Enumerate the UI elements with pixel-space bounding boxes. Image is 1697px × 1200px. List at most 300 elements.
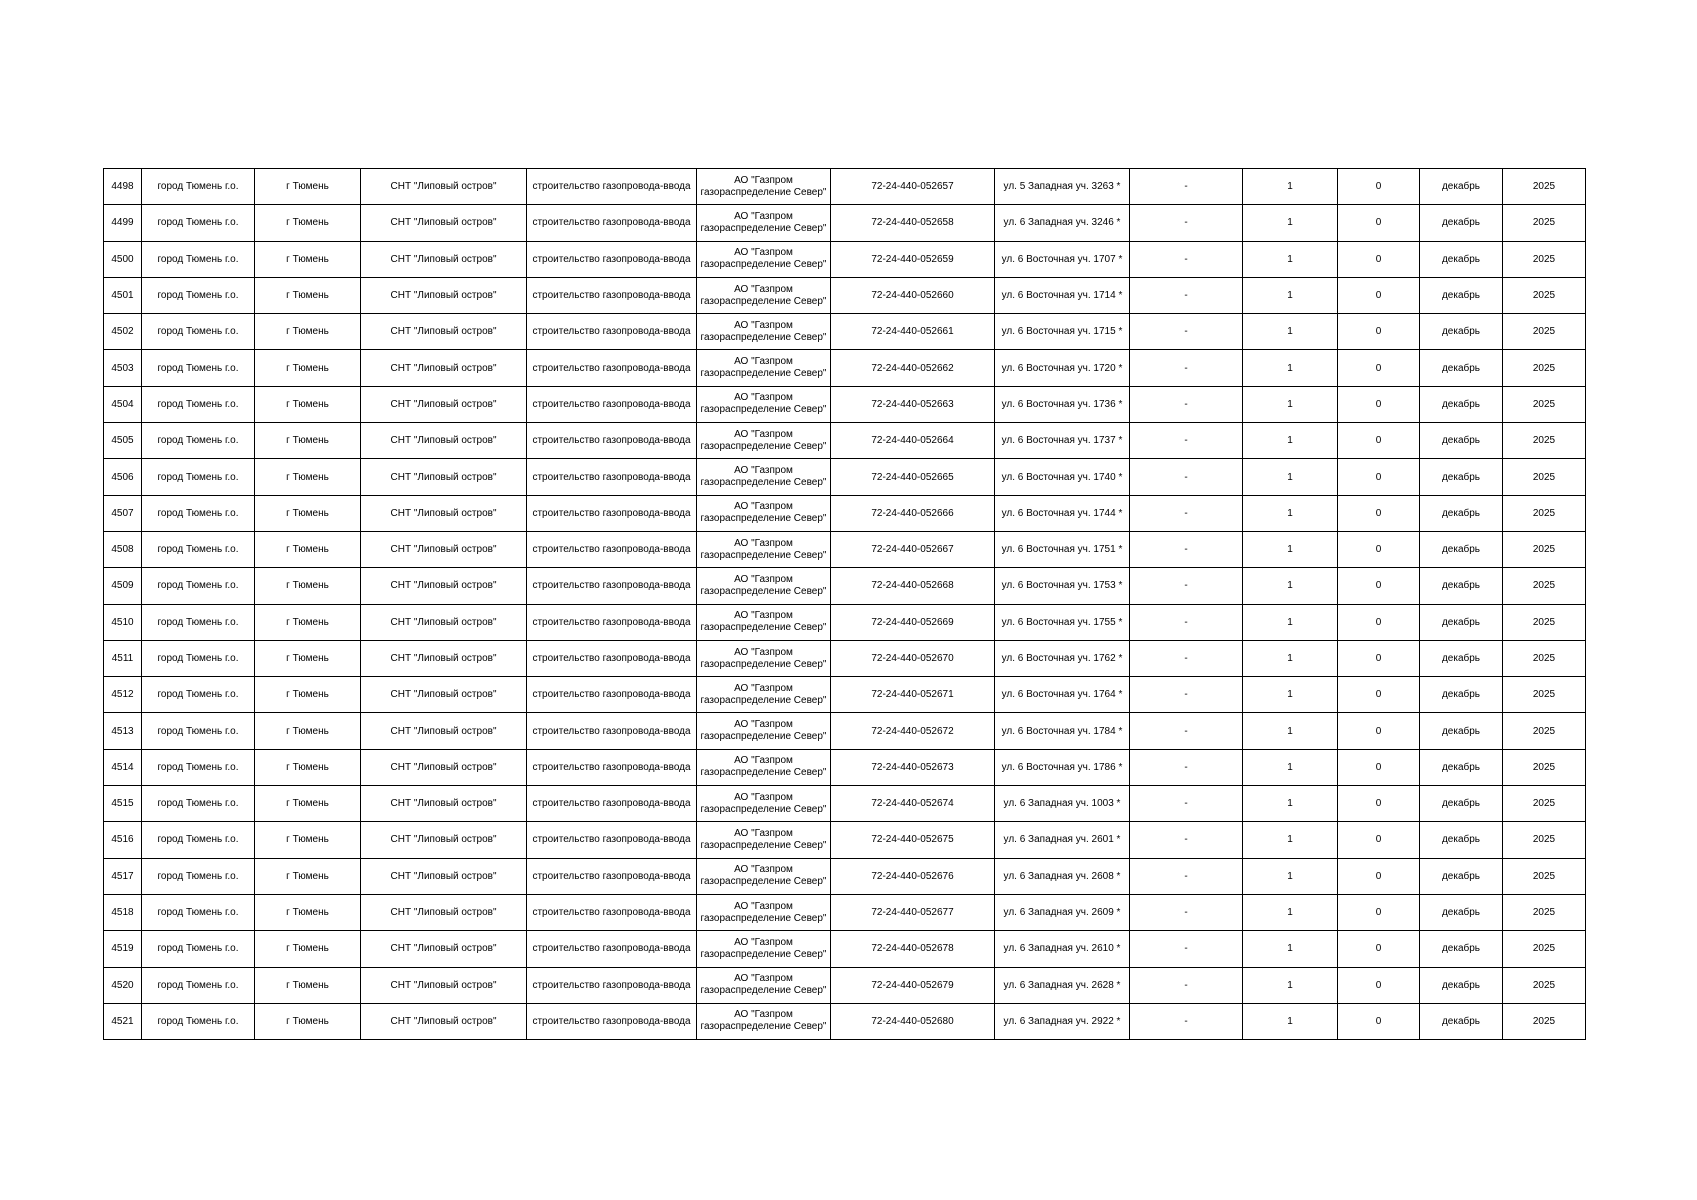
month-cell: декабрь bbox=[1420, 931, 1503, 967]
object-code-cell: 72-24-440-052663 bbox=[831, 386, 995, 422]
dash-cell: - bbox=[1130, 604, 1243, 640]
month-cell: декабрь bbox=[1420, 314, 1503, 350]
organization-line-1: АО "Газпром bbox=[734, 356, 793, 368]
work-type-cell: строительство газопровода-ввода bbox=[527, 713, 697, 749]
table-row bbox=[104, 423, 1586, 459]
zero-cell: 0 bbox=[1338, 677, 1420, 713]
organization-cell bbox=[697, 277, 831, 313]
quantity-cell: 1 bbox=[1243, 205, 1338, 241]
organization-cell bbox=[697, 531, 831, 567]
work-type-cell: строительство газопровода-ввода bbox=[527, 604, 697, 640]
organization-cell bbox=[697, 495, 831, 531]
zero-cell: 0 bbox=[1338, 314, 1420, 350]
organization-cell bbox=[697, 677, 831, 713]
organization-line-2: газораспределение Север" bbox=[700, 404, 827, 416]
table-row bbox=[104, 277, 1586, 313]
zero-cell: 0 bbox=[1338, 459, 1420, 495]
dash-cell: - bbox=[1130, 858, 1243, 894]
municipality-cell: город Тюмень г.о. bbox=[142, 749, 255, 785]
month-cell: декабрь bbox=[1420, 1003, 1503, 1039]
organization-line-1: АО "Газпром bbox=[734, 247, 793, 259]
year-cell: 2025 bbox=[1503, 822, 1586, 858]
municipality-cell: город Тюмень г.о. bbox=[142, 677, 255, 713]
city-cell: г Тюмень bbox=[255, 786, 361, 822]
address-cell: ул. 6 Западная уч. 2608 * bbox=[995, 858, 1130, 894]
municipality-cell: город Тюмень г.о. bbox=[142, 459, 255, 495]
address-cell: ул. 6 Западная уч. 3246 * bbox=[995, 205, 1130, 241]
dash-cell: - bbox=[1130, 967, 1243, 1003]
organization-line-2: газораспределение Север" bbox=[700, 948, 827, 960]
table-row bbox=[104, 495, 1586, 531]
dash-cell: - bbox=[1130, 640, 1243, 676]
month-cell: декабрь bbox=[1420, 531, 1503, 567]
organization-cell bbox=[697, 858, 831, 894]
city-cell: г Тюмень bbox=[255, 604, 361, 640]
object-code-cell: 72-24-440-052671 bbox=[831, 677, 995, 713]
year-cell: 2025 bbox=[1503, 749, 1586, 785]
table-row bbox=[104, 459, 1586, 495]
city-cell: г Тюмень bbox=[255, 314, 361, 350]
work-type-cell: строительство газопровода-ввода bbox=[527, 858, 697, 894]
organization-line-2: газораспределение Север" bbox=[700, 912, 827, 924]
municipality-cell: город Тюмень г.о. bbox=[142, 967, 255, 1003]
city-cell: г Тюмень bbox=[255, 1003, 361, 1039]
organization-line-2: газораспределение Север" bbox=[700, 767, 827, 779]
city-cell: г Тюмень bbox=[255, 822, 361, 858]
city-cell: г Тюмень bbox=[255, 205, 361, 241]
year-cell: 2025 bbox=[1503, 277, 1586, 313]
object-code-cell: 72-24-440-052664 bbox=[831, 423, 995, 459]
quantity-cell: 1 bbox=[1243, 1003, 1338, 1039]
quantity-cell: 1 bbox=[1243, 495, 1338, 531]
row-number-cell: 4502 bbox=[104, 314, 142, 350]
table-row bbox=[104, 858, 1586, 894]
dash-cell: - bbox=[1130, 459, 1243, 495]
row-number-cell: 4515 bbox=[104, 786, 142, 822]
object-code-cell: 72-24-440-052657 bbox=[831, 169, 995, 205]
dash-cell: - bbox=[1130, 277, 1243, 313]
organization-line-2: газораспределение Север" bbox=[700, 694, 827, 706]
object-code-cell: 72-24-440-052676 bbox=[831, 858, 995, 894]
work-type-cell: строительство газопровода-ввода bbox=[527, 277, 697, 313]
year-cell: 2025 bbox=[1503, 568, 1586, 604]
object-code-cell: 72-24-440-052679 bbox=[831, 967, 995, 1003]
table-row bbox=[104, 931, 1586, 967]
row-number-cell: 4521 bbox=[104, 1003, 142, 1039]
object-code-cell: 72-24-440-052672 bbox=[831, 713, 995, 749]
organization-cell bbox=[697, 786, 831, 822]
table-row bbox=[104, 314, 1586, 350]
quantity-cell: 1 bbox=[1243, 749, 1338, 785]
row-number-cell: 4511 bbox=[104, 640, 142, 676]
row-number-cell: 4509 bbox=[104, 568, 142, 604]
organization-line-1: АО "Газпром bbox=[734, 428, 793, 440]
table-row bbox=[104, 568, 1586, 604]
month-cell: декабрь bbox=[1420, 822, 1503, 858]
row-number-cell: 4516 bbox=[104, 822, 142, 858]
object-code-cell: 72-24-440-052660 bbox=[831, 277, 995, 313]
municipality-cell: город Тюмень г.о. bbox=[142, 277, 255, 313]
organization-line-1: АО "Газпром bbox=[734, 973, 793, 985]
zero-cell: 0 bbox=[1338, 169, 1420, 205]
year-cell: 2025 bbox=[1503, 459, 1586, 495]
address-cell: ул. 6 Западная уч. 2922 * bbox=[995, 1003, 1130, 1039]
zero-cell: 0 bbox=[1338, 277, 1420, 313]
object-code-cell: 72-24-440-052662 bbox=[831, 350, 995, 386]
city-cell: г Тюмень bbox=[255, 640, 361, 676]
address-cell: ул. 6 Западная уч. 2628 * bbox=[995, 967, 1130, 1003]
city-cell: г Тюмень bbox=[255, 894, 361, 930]
dash-cell: - bbox=[1130, 531, 1243, 567]
quantity-cell: 1 bbox=[1243, 241, 1338, 277]
snt-cell: СНТ "Липовый остров" bbox=[361, 858, 527, 894]
dash-cell: - bbox=[1130, 786, 1243, 822]
zero-cell: 0 bbox=[1338, 640, 1420, 676]
organization-line-1: АО "Газпром bbox=[734, 501, 793, 513]
zero-cell: 0 bbox=[1338, 931, 1420, 967]
city-cell: г Тюмень bbox=[255, 713, 361, 749]
table-row bbox=[104, 169, 1586, 205]
city-cell: г Тюмень bbox=[255, 967, 361, 1003]
zero-cell: 0 bbox=[1338, 604, 1420, 640]
organization-line-2: газораспределение Север" bbox=[700, 622, 827, 634]
quantity-cell: 1 bbox=[1243, 277, 1338, 313]
address-cell: ул. 6 Восточная уч. 1736 * bbox=[995, 386, 1130, 422]
organization-cell bbox=[697, 749, 831, 785]
quantity-cell: 1 bbox=[1243, 858, 1338, 894]
city-cell: г Тюмень bbox=[255, 459, 361, 495]
city-cell: г Тюмень bbox=[255, 568, 361, 604]
table-row bbox=[104, 1003, 1586, 1039]
month-cell: декабрь bbox=[1420, 858, 1503, 894]
table-row bbox=[104, 786, 1586, 822]
organization-cell bbox=[697, 967, 831, 1003]
zero-cell: 0 bbox=[1338, 786, 1420, 822]
row-number-cell: 4518 bbox=[104, 894, 142, 930]
month-cell: декабрь bbox=[1420, 749, 1503, 785]
quantity-cell: 1 bbox=[1243, 822, 1338, 858]
object-code-cell: 72-24-440-052677 bbox=[831, 894, 995, 930]
municipality-cell: город Тюмень г.о. bbox=[142, 858, 255, 894]
month-cell: декабрь bbox=[1420, 205, 1503, 241]
organization-cell bbox=[697, 640, 831, 676]
month-cell: декабрь bbox=[1420, 350, 1503, 386]
dash-cell: - bbox=[1130, 894, 1243, 930]
object-code-cell: 72-24-440-052666 bbox=[831, 495, 995, 531]
city-cell: г Тюмень bbox=[255, 858, 361, 894]
year-cell: 2025 bbox=[1503, 169, 1586, 205]
object-code-cell: 72-24-440-052673 bbox=[831, 749, 995, 785]
document-page bbox=[103, 168, 1585, 1040]
organization-line-2: газораспределение Север" bbox=[700, 839, 827, 851]
municipality-cell: город Тюмень г.о. bbox=[142, 423, 255, 459]
object-code-cell: 72-24-440-052678 bbox=[831, 931, 995, 967]
dash-cell: - bbox=[1130, 350, 1243, 386]
row-number-cell: 4512 bbox=[104, 677, 142, 713]
address-cell: ул. 6 Западная уч. 1003 * bbox=[995, 786, 1130, 822]
month-cell: декабрь bbox=[1420, 786, 1503, 822]
organization-line-2: газораспределение Север" bbox=[700, 295, 827, 307]
snt-cell: СНТ "Липовый остров" bbox=[361, 568, 527, 604]
city-cell: г Тюмень bbox=[255, 677, 361, 713]
work-type-cell: строительство газопровода-ввода bbox=[527, 568, 697, 604]
quantity-cell: 1 bbox=[1243, 967, 1338, 1003]
dash-cell: - bbox=[1130, 568, 1243, 604]
snt-cell: СНТ "Липовый остров" bbox=[361, 314, 527, 350]
dash-cell: - bbox=[1130, 386, 1243, 422]
dash-cell: - bbox=[1130, 713, 1243, 749]
organization-line-1: АО "Газпром bbox=[734, 283, 793, 295]
organization-line-1: АО "Газпром bbox=[734, 537, 793, 549]
organization-cell bbox=[697, 568, 831, 604]
month-cell: декабрь bbox=[1420, 386, 1503, 422]
table-row bbox=[104, 604, 1586, 640]
work-type-cell: строительство газопровода-ввода bbox=[527, 495, 697, 531]
address-cell: ул. 6 Восточная уч. 1720 * bbox=[995, 350, 1130, 386]
city-cell: г Тюмень bbox=[255, 495, 361, 531]
organization-line-1: АО "Газпром bbox=[734, 210, 793, 222]
object-code-cell: 72-24-440-052670 bbox=[831, 640, 995, 676]
month-cell: декабрь bbox=[1420, 423, 1503, 459]
address-cell: ул. 6 Западная уч. 2609 * bbox=[995, 894, 1130, 930]
year-cell: 2025 bbox=[1503, 205, 1586, 241]
zero-cell: 0 bbox=[1338, 822, 1420, 858]
work-type-cell: строительство газопровода-ввода bbox=[527, 786, 697, 822]
quantity-cell: 1 bbox=[1243, 531, 1338, 567]
snt-cell: СНТ "Липовый остров" bbox=[361, 241, 527, 277]
object-code-cell: 72-24-440-052669 bbox=[831, 604, 995, 640]
month-cell: декабрь bbox=[1420, 604, 1503, 640]
organization-cell bbox=[697, 894, 831, 930]
organization-line-1: АО "Газпром bbox=[734, 864, 793, 876]
zero-cell: 0 bbox=[1338, 241, 1420, 277]
quantity-cell: 1 bbox=[1243, 786, 1338, 822]
year-cell: 2025 bbox=[1503, 931, 1586, 967]
municipality-cell: город Тюмень г.о. bbox=[142, 894, 255, 930]
zero-cell: 0 bbox=[1338, 386, 1420, 422]
organization-line-1: АО "Газпром bbox=[734, 900, 793, 912]
municipality-cell: город Тюмень г.о. bbox=[142, 386, 255, 422]
snt-cell: СНТ "Липовый остров" bbox=[361, 713, 527, 749]
year-cell: 2025 bbox=[1503, 314, 1586, 350]
zero-cell: 0 bbox=[1338, 495, 1420, 531]
snt-cell: СНТ "Липовый остров" bbox=[361, 786, 527, 822]
city-cell: г Тюмень bbox=[255, 531, 361, 567]
zero-cell: 0 bbox=[1338, 568, 1420, 604]
row-number-cell: 4505 bbox=[104, 423, 142, 459]
organization-line-1: АО "Газпром bbox=[734, 174, 793, 186]
dash-cell: - bbox=[1130, 495, 1243, 531]
zero-cell: 0 bbox=[1338, 531, 1420, 567]
snt-cell: СНТ "Липовый остров" bbox=[361, 967, 527, 1003]
organization-cell bbox=[697, 169, 831, 205]
row-number-cell: 4507 bbox=[104, 495, 142, 531]
organization-line-1: АО "Газпром bbox=[734, 465, 793, 477]
municipality-cell: город Тюмень г.о. bbox=[142, 713, 255, 749]
quantity-cell: 1 bbox=[1243, 459, 1338, 495]
organization-line-1: АО "Газпром bbox=[734, 936, 793, 948]
organization-line-2: газораспределение Север" bbox=[700, 1021, 827, 1033]
table-row bbox=[104, 967, 1586, 1003]
address-cell: ул. 6 Восточная уч. 1751 * bbox=[995, 531, 1130, 567]
organization-line-2: газораспределение Север" bbox=[700, 440, 827, 452]
organization-line-1: АО "Газпром bbox=[734, 392, 793, 404]
organization-line-2: газораспределение Север" bbox=[700, 477, 827, 489]
work-type-cell: строительство газопровода-ввода bbox=[527, 822, 697, 858]
month-cell: декабрь bbox=[1420, 459, 1503, 495]
city-cell: г Тюмень bbox=[255, 423, 361, 459]
object-code-cell: 72-24-440-052659 bbox=[831, 241, 995, 277]
work-type-cell: строительство газопровода-ввода bbox=[527, 205, 697, 241]
object-code-cell: 72-24-440-052667 bbox=[831, 531, 995, 567]
work-type-cell: строительство газопровода-ввода bbox=[527, 931, 697, 967]
month-cell: декабрь bbox=[1420, 640, 1503, 676]
city-cell: г Тюмень bbox=[255, 931, 361, 967]
organization-cell bbox=[697, 314, 831, 350]
zero-cell: 0 bbox=[1338, 713, 1420, 749]
table-row bbox=[104, 894, 1586, 930]
snt-cell: СНТ "Липовый остров" bbox=[361, 386, 527, 422]
address-cell: ул. 6 Восточная уч. 1740 * bbox=[995, 459, 1130, 495]
municipality-cell: город Тюмень г.о. bbox=[142, 350, 255, 386]
snt-cell: СНТ "Липовый остров" bbox=[361, 495, 527, 531]
address-cell: ул. 6 Восточная уч. 1784 * bbox=[995, 713, 1130, 749]
snt-cell: СНТ "Липовый остров" bbox=[361, 531, 527, 567]
address-cell: ул. 6 Восточная уч. 1762 * bbox=[995, 640, 1130, 676]
address-cell: ул. 6 Западная уч. 2601 * bbox=[995, 822, 1130, 858]
address-cell: ул. 6 Восточная уч. 1744 * bbox=[995, 495, 1130, 531]
organization-cell bbox=[697, 386, 831, 422]
municipality-cell: город Тюмень г.о. bbox=[142, 314, 255, 350]
data-table bbox=[103, 168, 1586, 1040]
table-row bbox=[104, 241, 1586, 277]
month-cell: декабрь bbox=[1420, 713, 1503, 749]
object-code-cell: 72-24-440-052675 bbox=[831, 822, 995, 858]
organization-line-2: газораспределение Север" bbox=[700, 985, 827, 997]
organization-line-2: газораспределение Север" bbox=[700, 368, 827, 380]
table-row bbox=[104, 749, 1586, 785]
quantity-cell: 1 bbox=[1243, 677, 1338, 713]
organization-line-1: АО "Газпром bbox=[734, 791, 793, 803]
work-type-cell: строительство газопровода-ввода bbox=[527, 894, 697, 930]
address-cell: ул. 6 Восточная уч. 1753 * bbox=[995, 568, 1130, 604]
month-cell: декабрь bbox=[1420, 568, 1503, 604]
month-cell: декабрь bbox=[1420, 241, 1503, 277]
address-cell: ул. 6 Восточная уч. 1714 * bbox=[995, 277, 1130, 313]
year-cell: 2025 bbox=[1503, 894, 1586, 930]
snt-cell: СНТ "Липовый остров" bbox=[361, 205, 527, 241]
row-number-cell: 4499 bbox=[104, 205, 142, 241]
quantity-cell: 1 bbox=[1243, 423, 1338, 459]
municipality-cell: город Тюмень г.о. bbox=[142, 931, 255, 967]
row-number-cell: 4510 bbox=[104, 604, 142, 640]
municipality-cell: город Тюмень г.о. bbox=[142, 205, 255, 241]
year-cell: 2025 bbox=[1503, 677, 1586, 713]
organization-line-2: газораспределение Север" bbox=[700, 549, 827, 561]
organization-line-1: АО "Газпром bbox=[734, 755, 793, 767]
snt-cell: СНТ "Липовый остров" bbox=[361, 894, 527, 930]
snt-cell: СНТ "Липовый остров" bbox=[361, 640, 527, 676]
organization-line-2: газораспределение Север" bbox=[700, 803, 827, 815]
municipality-cell: город Тюмень г.о. bbox=[142, 241, 255, 277]
organization-line-2: газораспределение Север" bbox=[700, 876, 827, 888]
zero-cell: 0 bbox=[1338, 967, 1420, 1003]
work-type-cell: строительство газопровода-ввода bbox=[527, 749, 697, 785]
table-row bbox=[104, 640, 1586, 676]
year-cell: 2025 bbox=[1503, 495, 1586, 531]
table-body bbox=[104, 169, 1586, 1040]
table-row bbox=[104, 205, 1586, 241]
organization-line-1: АО "Газпром bbox=[734, 573, 793, 585]
city-cell: г Тюмень bbox=[255, 241, 361, 277]
dash-cell: - bbox=[1130, 931, 1243, 967]
address-cell: ул. 6 Восточная уч. 1755 * bbox=[995, 604, 1130, 640]
work-type-cell: строительство газопровода-ввода bbox=[527, 677, 697, 713]
organization-cell bbox=[697, 822, 831, 858]
organization-cell bbox=[697, 713, 831, 749]
snt-cell: СНТ "Липовый остров" bbox=[361, 604, 527, 640]
organization-line-2: газораспределение Север" bbox=[700, 222, 827, 234]
organization-cell bbox=[697, 1003, 831, 1039]
work-type-cell: строительство газопровода-ввода bbox=[527, 640, 697, 676]
quantity-cell: 1 bbox=[1243, 568, 1338, 604]
row-number-cell: 4500 bbox=[104, 241, 142, 277]
dash-cell: - bbox=[1130, 241, 1243, 277]
table-row bbox=[104, 386, 1586, 422]
row-number-cell: 4520 bbox=[104, 967, 142, 1003]
municipality-cell: город Тюмень г.о. bbox=[142, 822, 255, 858]
municipality-cell: город Тюмень г.о. bbox=[142, 495, 255, 531]
organization-line-1: АО "Газпром bbox=[734, 827, 793, 839]
year-cell: 2025 bbox=[1503, 786, 1586, 822]
year-cell: 2025 bbox=[1503, 241, 1586, 277]
organization-cell bbox=[697, 459, 831, 495]
organization-cell bbox=[697, 604, 831, 640]
zero-cell: 0 bbox=[1338, 350, 1420, 386]
zero-cell: 0 bbox=[1338, 205, 1420, 241]
year-cell: 2025 bbox=[1503, 1003, 1586, 1039]
year-cell: 2025 bbox=[1503, 713, 1586, 749]
object-code-cell: 72-24-440-052668 bbox=[831, 568, 995, 604]
city-cell: г Тюмень bbox=[255, 386, 361, 422]
snt-cell: СНТ "Липовый остров" bbox=[361, 423, 527, 459]
address-cell: ул. 6 Восточная уч. 1715 * bbox=[995, 314, 1130, 350]
zero-cell: 0 bbox=[1338, 1003, 1420, 1039]
table-row bbox=[104, 677, 1586, 713]
municipality-cell: город Тюмень г.о. bbox=[142, 1003, 255, 1039]
year-cell: 2025 bbox=[1503, 386, 1586, 422]
year-cell: 2025 bbox=[1503, 423, 1586, 459]
month-cell: декабрь bbox=[1420, 677, 1503, 713]
month-cell: декабрь bbox=[1420, 894, 1503, 930]
snt-cell: СНТ "Липовый остров" bbox=[361, 169, 527, 205]
snt-cell: СНТ "Липовый остров" bbox=[361, 350, 527, 386]
quantity-cell: 1 bbox=[1243, 314, 1338, 350]
object-code-cell: 72-24-440-052661 bbox=[831, 314, 995, 350]
organization-cell bbox=[697, 241, 831, 277]
organization-line-2: газораспределение Север" bbox=[700, 259, 827, 271]
row-number-cell: 4519 bbox=[104, 931, 142, 967]
address-cell: ул. 6 Западная уч. 2610 * bbox=[995, 931, 1130, 967]
work-type-cell: строительство газопровода-ввода bbox=[527, 967, 697, 1003]
zero-cell: 0 bbox=[1338, 749, 1420, 785]
row-number-cell: 4498 bbox=[104, 169, 142, 205]
organization-line-2: газораспределение Север" bbox=[700, 731, 827, 743]
object-code-cell: 72-24-440-052674 bbox=[831, 786, 995, 822]
municipality-cell: город Тюмень г.о. bbox=[142, 604, 255, 640]
table-row bbox=[104, 822, 1586, 858]
organization-line-1: АО "Газпром bbox=[734, 610, 793, 622]
